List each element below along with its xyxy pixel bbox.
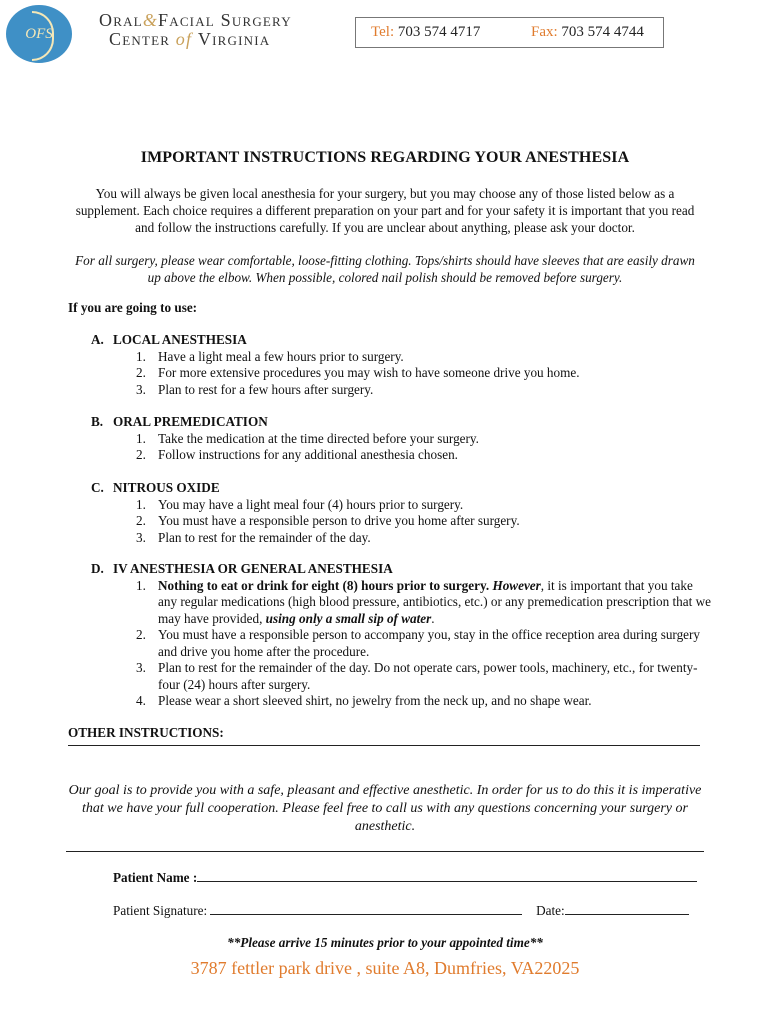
list-item	[91, 693, 711, 710]
item-text: Plan to rest for a few hours after surgery.	[158, 381, 374, 397]
section-title: LOCAL ANESTHESIA	[113, 332, 247, 347]
item-emphasis: Nothing to eat or drink for eight (8) hours prior to surgery.	[158, 577, 490, 593]
section-heading	[91, 561, 711, 578]
section-letter: B.	[91, 414, 104, 429]
item-number: 1.	[136, 430, 146, 446]
if-going-label: If you are going to use:	[68, 300, 198, 315]
item-number: 2.	[136, 365, 146, 380]
brand-line-1	[99, 10, 329, 31]
item-however: However	[492, 577, 541, 593]
item-text: Take the medication at the time directed before your surgery.	[158, 430, 479, 446]
list-item	[91, 660, 711, 693]
brand-word-of: of	[175, 29, 193, 49]
brand-word-oral: Oral	[99, 10, 143, 30]
section-letter: D.	[91, 561, 104, 576]
section-heading	[91, 414, 711, 431]
fax-label: Fax:	[531, 24, 558, 40]
office-address: 3787 fettler park drive , suite A8, Dumfries, VA22025	[190, 958, 580, 978]
fax-value: 703 574 4744	[557, 24, 644, 40]
page-title: IMPORTANT INSTRUCTIONS REGARDING YOUR ANESTHESIA	[140, 149, 630, 166]
logo-emblem-icon	[6, 5, 72, 63]
item-number: 1.	[136, 348, 146, 364]
item-sip-water: using only a small sip of water	[265, 610, 432, 626]
list-item	[91, 513, 711, 530]
patient-name-row	[113, 869, 697, 886]
brand-line-2	[109, 29, 329, 50]
item-period: .	[431, 610, 435, 626]
list-item	[91, 497, 711, 514]
list-item	[91, 431, 711, 448]
patient-name-label: Patient Name :	[113, 870, 198, 885]
item-text: You must have a responsible person to accompany you, stay in the office reception area during surgery and drive you home after the procedure.	[158, 627, 701, 659]
tel-value: 703 574 4717	[394, 24, 481, 40]
divider	[66, 851, 704, 852]
section-title: IV ANESTHESIA OR GENERAL ANESTHESIA	[113, 561, 393, 576]
arrival-note: **Please arrive 15 minutes prior to your appointed time**	[227, 935, 543, 950]
fax-number	[531, 24, 644, 41]
clothing-note: For all surgery, please wear comfortable, loose-fitting clothing. Tops/shirts should have sleeves that are easily drawn up above the elbow. When possible, colored nail polish should be removed before surgery.	[75, 253, 695, 285]
phone-number	[371, 24, 480, 41]
section-title: NITROUS OXIDE	[113, 480, 220, 495]
list-item	[91, 627, 711, 660]
list-item	[91, 382, 711, 399]
brand-word-virginia: Virginia	[197, 29, 271, 49]
patient-name-field[interactable]	[197, 869, 697, 882]
tel-label: Tel:	[371, 24, 395, 40]
signature-row	[113, 902, 689, 919]
date-field[interactable]	[565, 902, 689, 915]
section-title: ORAL PREMEDICATION	[113, 414, 268, 429]
item-number: 2.	[136, 513, 146, 528]
item-text: For more extensive procedures you may wish to have someone drive you home.	[158, 365, 580, 380]
section-letter: C.	[91, 480, 104, 495]
section-iv-general-anesthesia	[91, 561, 711, 710]
intro-paragraph: You will always be given local anesthesia for your surgery, but you may choose any of those listed below as a supplement. Each choice requires a different preparation on your part and for your safety it is important that you read and follow the instructions carefully. If you are unclear about anything, please ask your doctor.	[75, 186, 695, 235]
section-nitrous-oxide	[91, 480, 711, 546]
brand-word-facial-surgery: Facial Surgery	[158, 10, 292, 30]
section-oral-premedication	[91, 414, 711, 464]
item-text: Please wear a short sleeved shirt, no jewelry from the neck up, and no shape wear.	[158, 693, 592, 708]
item-text: Plan to rest for the remainder of the day. Do not operate cars, power tools, machinery, etc., for twenty-four (24) hours after surgery.	[158, 660, 698, 692]
item-text: Plan to rest for the remainder of the day.	[158, 529, 371, 545]
goal-statement: Our goal is to provide you with a safe, pleasant and effective anesthetic. In order for us to do this it is imperative that we have your full cooperation. Please feel free to call us with any questions concerning your surgery or anesthetic.	[68, 783, 702, 834]
item-text: You may have a light meal four (4) hours prior to surgery.	[158, 496, 464, 512]
section-heading	[91, 332, 711, 349]
item-number: 1.	[136, 577, 146, 593]
patient-signature-label: Patient Signature:	[113, 903, 208, 918]
logo-initials: OFS	[25, 25, 53, 42]
item-text: You must have a responsible person to drive you home after surgery.	[158, 513, 520, 528]
brand-name	[99, 10, 329, 50]
section-heading	[91, 480, 711, 497]
item-number: 4.	[136, 693, 146, 708]
list-item	[91, 365, 711, 382]
list-item	[91, 447, 711, 464]
item-number: 2.	[136, 627, 146, 642]
list-item	[91, 349, 711, 366]
list-item	[91, 530, 711, 547]
other-instructions-line[interactable]	[68, 745, 700, 746]
item-number: 3.	[136, 660, 146, 675]
item-text: Follow instructions for any additional anesthesia chosen.	[158, 447, 458, 462]
section-letter: A.	[91, 332, 104, 347]
logo	[6, 5, 76, 63]
brand-ampersand: &	[142, 10, 159, 30]
contact-box	[355, 17, 664, 48]
item-number: 1.	[136, 496, 146, 512]
patient-signature-field[interactable]	[210, 902, 522, 915]
date-label: Date:	[536, 903, 565, 918]
item-number: 2.	[136, 447, 146, 462]
item-number: 3.	[136, 529, 146, 545]
section-local-anesthesia	[91, 332, 711, 398]
item-text: Have a light meal a few hours prior to surgery.	[158, 348, 404, 364]
item-text: , it is important that you take any regular medications (high blood pressure, antibiotics, etc.) or any premedication prescription that we may have provided,	[158, 577, 711, 626]
list-item	[91, 578, 711, 628]
brand-word-center: Center	[109, 29, 171, 49]
other-instructions-label: OTHER INSTRUCTIONS:	[68, 725, 224, 740]
item-number: 3.	[136, 381, 146, 397]
